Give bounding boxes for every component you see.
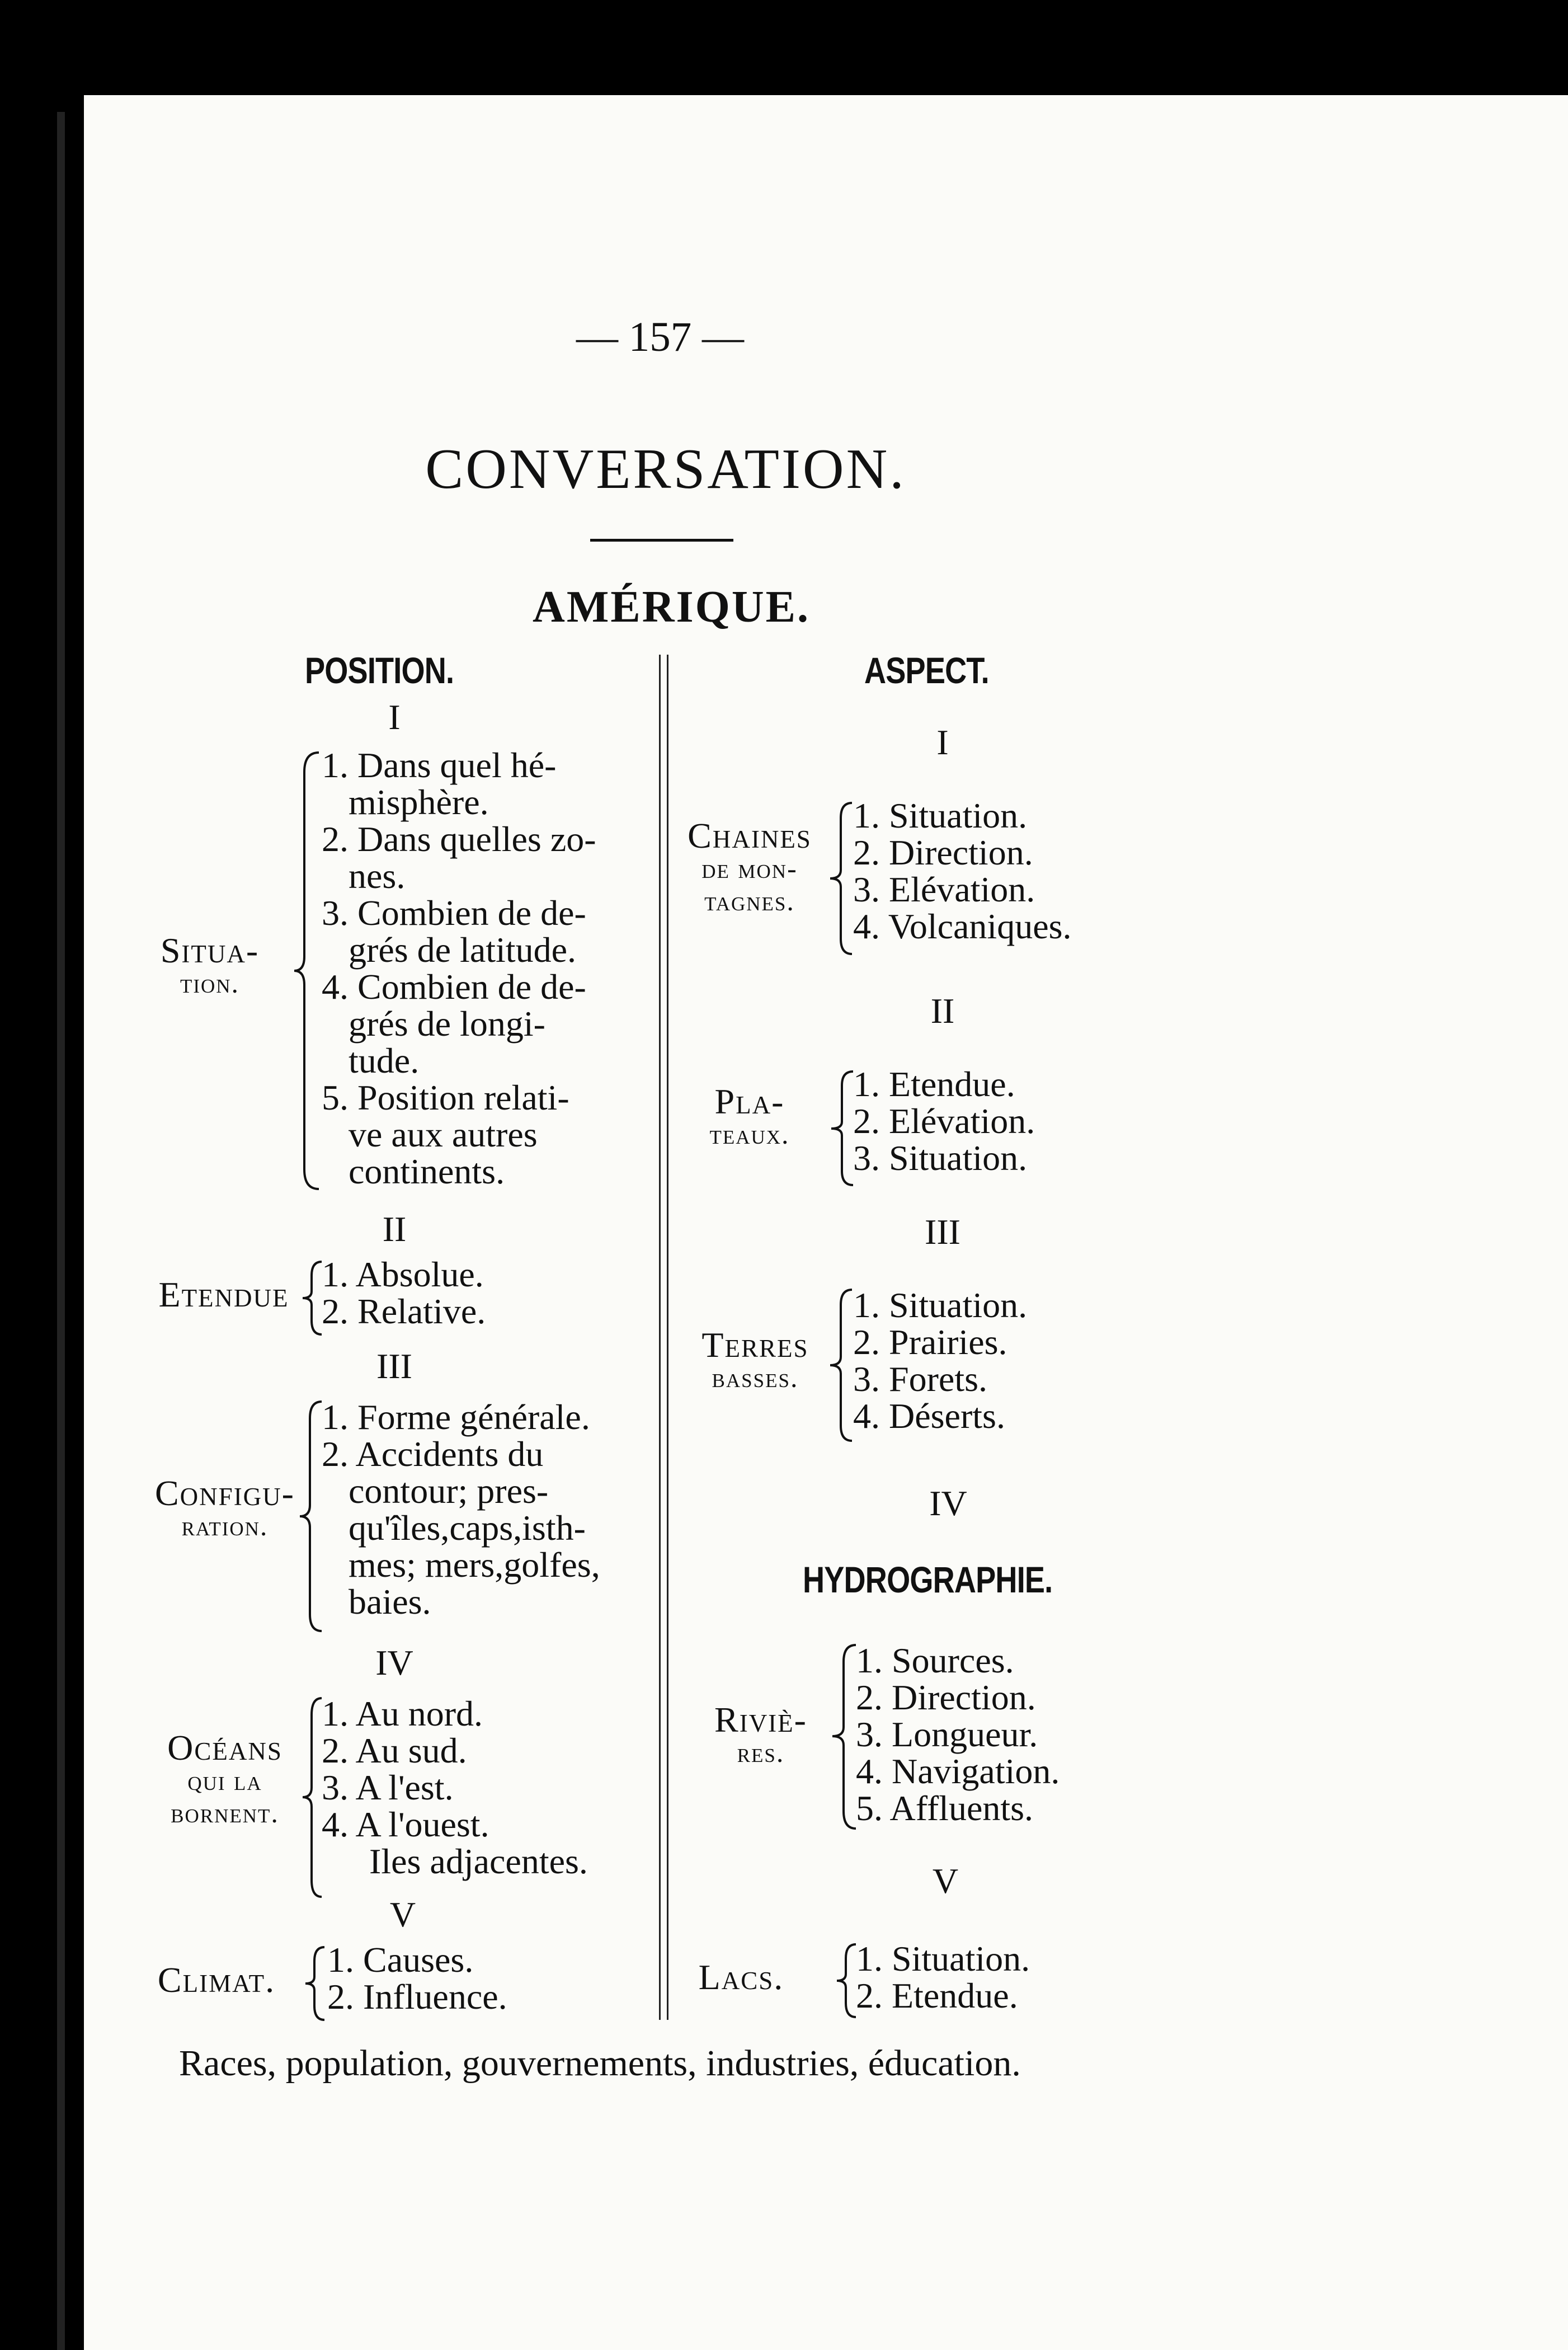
item: 4. Navigation. (856, 1751, 1060, 1791)
footer-line: Races, population, gouvernements, industries, éducation. (179, 2043, 1021, 2084)
left-items-configuration (322, 1399, 600, 1620)
section-subtitle: AMÉRIQUE. (533, 582, 810, 632)
item: nes. (349, 856, 406, 896)
brace-climat (302, 1944, 327, 2023)
item: grés de longi- (349, 1004, 545, 1044)
item: 5. Affluents. (856, 1788, 1034, 1828)
item: 3. Forets. (853, 1359, 987, 1399)
item: 3. Combien de de- (322, 893, 586, 933)
left-roman-1: I (388, 697, 401, 737)
item: 1. Etendue. (853, 1064, 1015, 1104)
item: 4. A l'ouest. (322, 1804, 489, 1844)
item: ve aux autres (349, 1115, 538, 1154)
item: 1. Absolue. (322, 1254, 484, 1294)
left-roman-4: IV (375, 1643, 413, 1682)
item: 2. Dans quelles zo- (322, 819, 596, 859)
item: 1. Dans quel hé- (322, 745, 557, 785)
brace-chaines (827, 800, 855, 957)
page-title: CONVERSATION. (425, 438, 906, 501)
item: mes; mers,golfes, (349, 1545, 600, 1585)
label-line: Océans (167, 1728, 282, 1768)
left-column-heading: POSITION. (305, 650, 454, 691)
item: 1. Situation. (856, 1939, 1030, 1978)
left-items-oceans (322, 1695, 588, 1880)
item: baies. (349, 1582, 431, 1622)
label-line: de mon- (701, 853, 798, 884)
label-line: Riviè- (714, 1700, 807, 1740)
right-label-plateaux (688, 1082, 811, 1150)
title-rule (590, 539, 733, 542)
item: 1. Forme générale. (322, 1397, 590, 1437)
item: 2. Au sud. (322, 1731, 467, 1770)
right-roman-3: III (925, 1212, 960, 1252)
item: 1. Situation. (853, 796, 1028, 835)
item: 4. Volcaniques. (853, 906, 1072, 946)
label-line: ration. (181, 1510, 269, 1541)
right-items-plateaux (853, 1066, 1035, 1177)
item: 1. Situation. (853, 1285, 1028, 1325)
item: 5. Position relati- (322, 1078, 569, 1117)
right-roman-5: V (932, 1861, 959, 1901)
label-line (145, 1275, 302, 1314)
item: grés de latitude. (349, 930, 576, 970)
brace-situation (291, 750, 324, 1192)
left-roman-3: III (376, 1346, 412, 1386)
right-items-lacs (856, 1940, 1030, 2014)
item: 3. Longueur. (856, 1714, 1038, 1754)
left-items-climat (327, 1942, 507, 2015)
label-line: basses. (712, 1362, 799, 1393)
item: 3. A l'est. (322, 1768, 454, 1807)
item: 2. Influence. (327, 1977, 507, 2017)
left-label-configuration (147, 1473, 303, 1542)
label-line: Lacs. (698, 1957, 784, 1997)
label-line: Etendue (158, 1275, 289, 1314)
page-number: — 157 — (576, 314, 744, 360)
item: 2. Prairies. (853, 1322, 1007, 1362)
left-items-situation (322, 747, 596, 1190)
right-label-rivieres (702, 1700, 820, 1769)
brace-plateaux (828, 1069, 856, 1189)
right-label-chaines (674, 816, 825, 917)
left-label-situation (151, 930, 269, 999)
right-items-rivieres (856, 1642, 1060, 1827)
left-label-etendue (145, 1275, 302, 1314)
item: misphère. (349, 782, 489, 822)
column-divider-right (667, 655, 668, 2020)
brace-terres (827, 1287, 855, 1444)
item: tude. (349, 1041, 420, 1080)
label-line: Configu- (154, 1473, 295, 1513)
item: 3. Situation. (853, 1138, 1028, 1178)
right-items-terres (853, 1287, 1027, 1435)
right-column-heading: ASPECT. (864, 650, 989, 691)
left-label-oceans (147, 1728, 303, 1829)
item: 4. Déserts. (853, 1396, 1005, 1436)
right-roman-4: IV (929, 1483, 967, 1523)
item: Iles adjacentes. (369, 1841, 588, 1881)
item: 1. Au nord. (322, 1694, 483, 1733)
label-line: teaux. (709, 1118, 790, 1150)
item: continents. (349, 1152, 505, 1191)
right-label-terres (682, 1325, 828, 1394)
right-hydrographie-heading: HYDROGRAPHIE. (803, 1559, 1053, 1600)
label-line: res. (737, 1737, 785, 1768)
left-roman-5: V (389, 1895, 416, 1934)
item: 2. Etendue. (856, 1976, 1018, 2015)
item: qu'îles,caps,isth- (349, 1508, 586, 1548)
item: 2. Direction. (856, 1677, 1036, 1717)
label-line: Situa- (160, 930, 260, 970)
label-line: Climat. (157, 1960, 276, 2000)
item: 2. Elévation. (853, 1101, 1035, 1141)
item: 2. Direction. (853, 833, 1033, 872)
label-line: Pla- (714, 1082, 785, 1121)
label-line: Terres (701, 1325, 809, 1365)
item: 2. Accidents du (322, 1434, 544, 1474)
right-label-lacs (694, 1957, 789, 1997)
label-line: tion. (180, 967, 240, 999)
right-roman-1: I (936, 722, 949, 762)
brace-etendue (299, 1259, 324, 1337)
left-roman-2: II (382, 1209, 407, 1249)
right-roman-2: II (930, 991, 955, 1031)
column-divider-left (659, 655, 661, 2020)
item: 3. Elévation. (853, 870, 1035, 909)
item: 2. Relative. (322, 1291, 486, 1331)
brace-lacs (834, 1942, 859, 2020)
left-items-etendue (322, 1256, 486, 1330)
label-line: Chaines (688, 816, 812, 856)
page-edge (57, 112, 65, 2350)
label-line: tagnes. (704, 885, 795, 916)
item: 4. Combien de de- (322, 967, 586, 1007)
right-items-chaines (853, 797, 1072, 945)
item: contour; pres- (349, 1471, 549, 1511)
label-line: qui la (187, 1765, 262, 1796)
item: 1. Sources. (856, 1641, 1014, 1680)
brace-configuration (296, 1399, 324, 1634)
brace-oceans (299, 1695, 324, 1900)
item: 1. Causes. (327, 1940, 474, 1980)
left-label-climat (147, 1960, 286, 2000)
label-line: bornent. (171, 1797, 279, 1829)
